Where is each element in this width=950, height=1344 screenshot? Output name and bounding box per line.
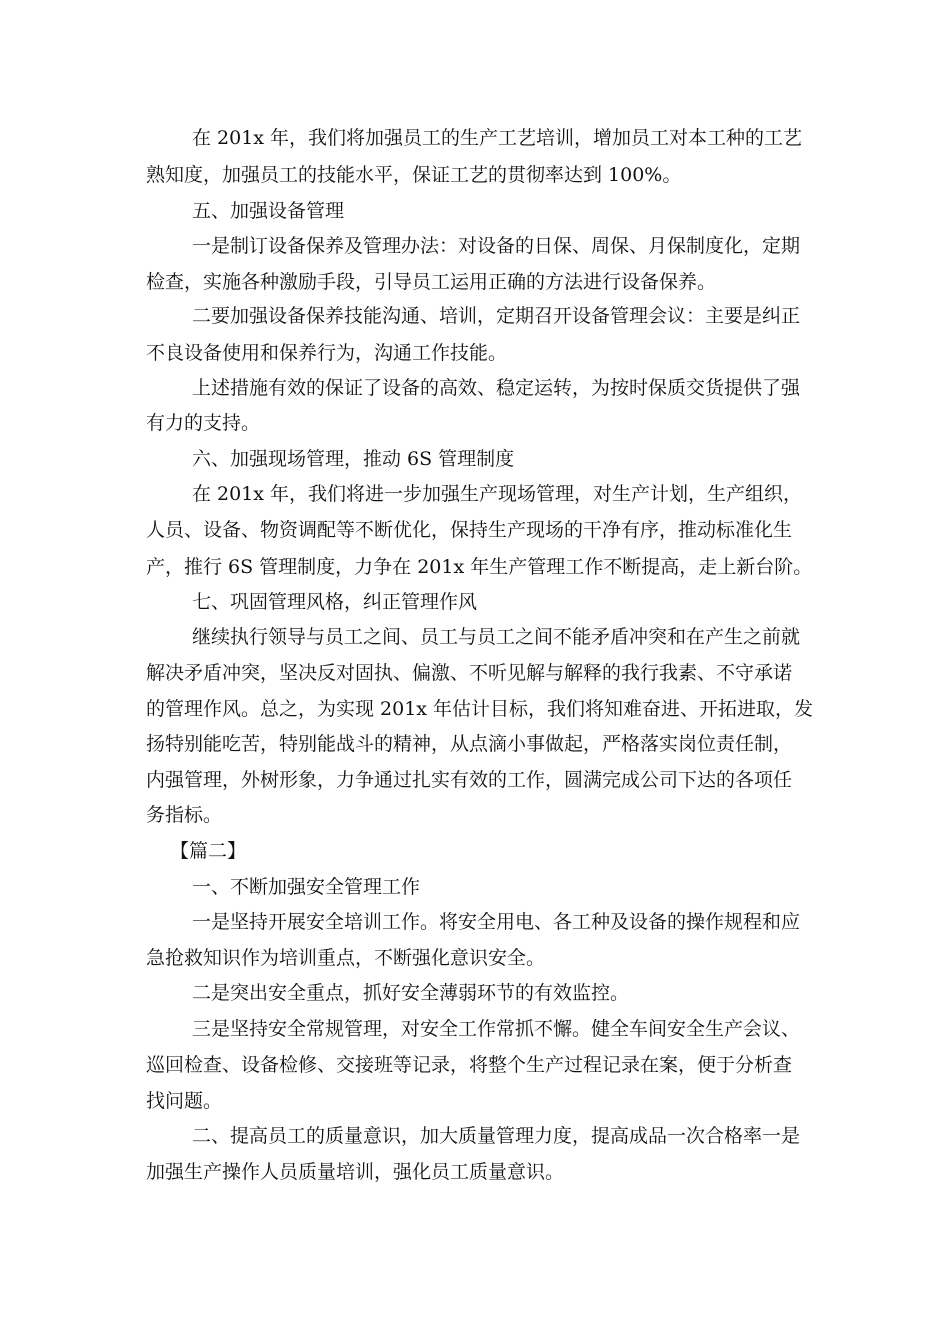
section-heading: 一、不断加强安全管理工作 [192, 876, 421, 898]
paragraph-line: 加强生产操作人员质量培训，强化员工质量意识。 [146, 1161, 565, 1183]
paragraph-line: 有力的支持。 [146, 412, 261, 434]
paragraph-line: 在 201x 年，我们将加强员工的生产工艺培训，增加员工对本工种的工艺 [192, 127, 803, 149]
paragraph-line: 急抢救知识作为培训重点，不断强化意识安全。 [146, 947, 546, 969]
paragraph-line: 巡回检查、设备检修、交接班等记录，将整个生产过程记录在案，便于分析查 [146, 1054, 793, 1076]
section-heading: 六、加强现场管理，推动 6S 管理制度 [192, 448, 515, 470]
paragraph-line: 在 201x 年，我们将进一步加强生产现场管理，对生产计划，生产组织， [192, 483, 803, 505]
section-heading: 五、加强设备管理 [192, 200, 345, 222]
paragraph-line: 解决矛盾冲突，坚决反对固执、偏激、不听见解与解释的我行我素、不守承诺 [146, 662, 793, 684]
paragraph-line: 一是坚持开展安全培训工作。将安全用电、各工种及设备的操作规程和应 [192, 911, 801, 933]
paragraph-line: 二是突出安全重点，抓好安全薄弱环节的有效监控。 [192, 982, 630, 1004]
paragraph-line: 不良设备使用和保养行为，沟通工作技能。 [146, 342, 508, 364]
section-heading: 二、提高员工的质量意识，加大质量管理力度，提高成品一次合格率一是 [192, 1125, 801, 1147]
paragraph-line: 上述措施有效的保证了设备的高效、稳定运转，为按时保质交货提供了强 [192, 377, 801, 399]
paragraph-line: 产，推行 6S 管理制度，力争在 201x 年生产管理工作不断提高，走上新台阶。 [146, 556, 813, 578]
paragraph-line: 熟知度，加强员工的技能水平，保证工艺的贯彻率达到 100%。 [146, 164, 682, 186]
paragraph-line: 务指标。 [146, 804, 223, 826]
paragraph-line: 的管理作风。总之，为实现 201x 年估计目标，我们将知难奋进、开拓进取，发 [146, 698, 814, 720]
paragraph-line: 内强管理，外树形象，力争通过扎实有效的工作，圆满完成公司下达的各项任 [146, 769, 793, 791]
paragraph-line: 人员、设备、物资调配等不断优化，保持生产现场的干净有序，推动标准化生 [146, 519, 793, 541]
paragraph-line: 找问题。 [146, 1090, 223, 1112]
part-heading: 【篇二】 [170, 840, 247, 862]
paragraph-line: 扬特别能吃苦，特别能战斗的精神，从点滴小事做起，严格落实岗位责任制， [146, 733, 793, 755]
paragraph-line: 一是制订设备保养及管理办法：对设备的日保、周保、月保制度化，定期 [192, 235, 801, 257]
paragraph-line: 继续执行领导与员工之间、员工与员工之间不能矛盾冲突和在产生之前就 [192, 626, 801, 648]
paragraph-line: 二要加强设备保养技能沟通、培训，定期召开设备管理会议：主要是纠正 [192, 305, 801, 327]
paragraph-line: 检查，实施各种激励手段，引导员工运用正确的方法进行设备保养。 [146, 271, 717, 293]
paragraph-line: 三是坚持安全常规管理，对安全工作常抓不懈。健全车间安全生产会议、 [192, 1018, 801, 1040]
section-heading: 七、巩固管理风格，纠正管理作风 [192, 591, 478, 613]
